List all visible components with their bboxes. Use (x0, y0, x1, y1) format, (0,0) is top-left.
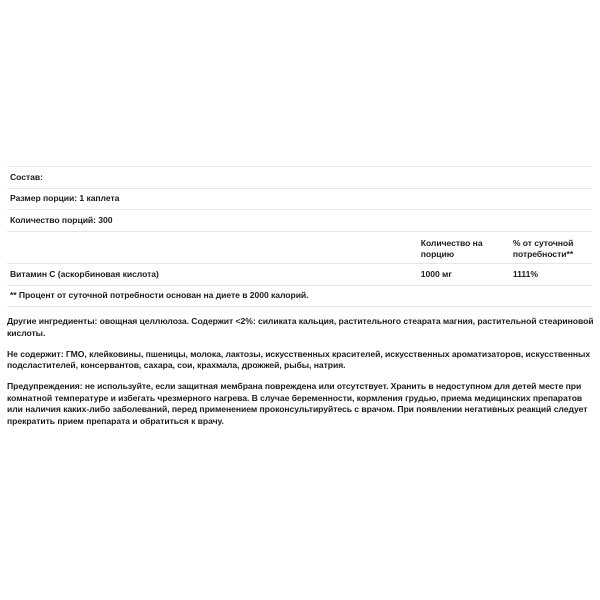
facts-title-row (7, 166, 592, 188)
does-not-contain-text: Не содержит: ГМО, клейковины, пшеницы, молока, лактозы, искусственных красителей, искусственных ароматизаторов, искусственных подсластителей, консервантов, сахара, сои, крахмала, дрожжей, рыбы, натрия. (7, 348, 591, 370)
footnote-row (7, 285, 592, 307)
serving-size: Размер порции: 1 каплета (10, 193, 120, 204)
warnings-text: Предупреждения: не используйте, если защитная мембрана повреждена или отсутствует. Хранить в недоступном для детей месте при комнатной температуре и избегать чрезмерного нагрева. В случае беременности, кормления грудью, приема медицинских препаратов или наличия каких-либо заболеваний, перед применением проконсультируйтесь с врачом. При появлении негативных реакций следует прекратить прием препарата и обратиться к врачу. (7, 381, 588, 426)
other-ingredients-text: Другие ингредиенты: овощная целлюлоза. Содержит <2%: силиката кальция, растительного стеарата магния, растительной стеариновой кислоты. (7, 316, 594, 338)
table-header-row (7, 231, 592, 263)
supplement-facts-table (7, 166, 592, 307)
nutrient-amount: 1000 мг (420, 268, 452, 279)
servings-per-container-row (7, 209, 592, 231)
facts-title: Состав: (10, 171, 43, 182)
product-notes (7, 316, 597, 437)
nutrient-name: Витамин С (аскорбиновая кислота) (10, 268, 159, 279)
daily-value-footnote: ** Процент от суточной потребности основан на диете в 2000 калорий. (10, 290, 309, 300)
serving-size-row (7, 188, 592, 210)
header-amount-per-serving: Количество на порцию (420, 237, 483, 259)
servings-per-container: Количество порций: 300 (10, 214, 113, 225)
nutrient-daily-value: 1111% (512, 268, 538, 279)
header-daily-value: % от суточной потребности** (512, 237, 574, 259)
table-row (7, 263, 592, 285)
